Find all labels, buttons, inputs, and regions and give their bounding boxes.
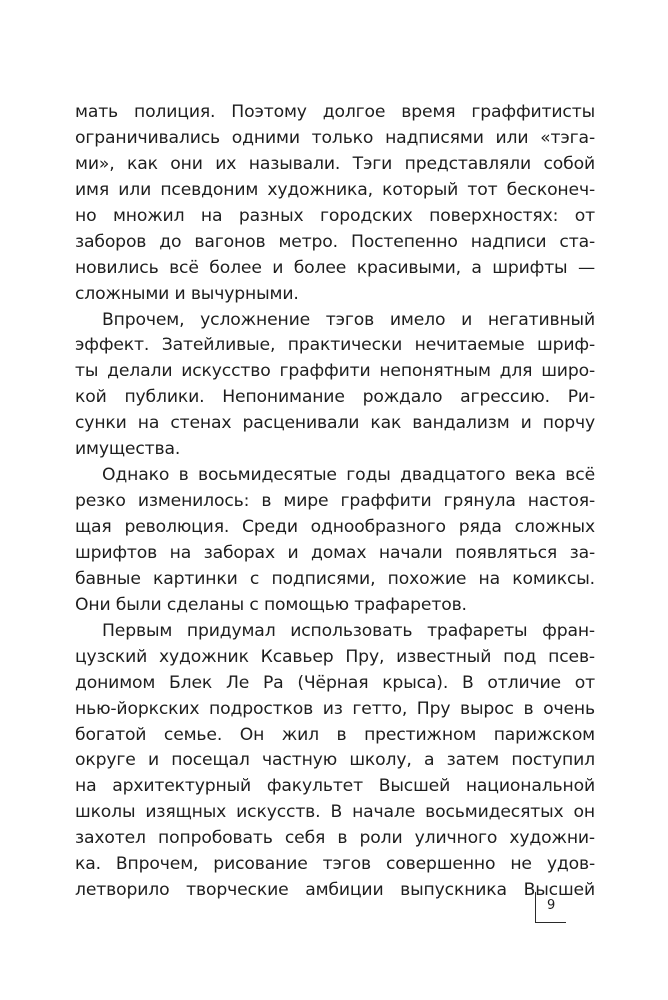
text-line: щая революция. Среди однообразного ряда сложных xyxy=(75,517,595,537)
text-line: цузский художник Ксавьер Пру, известный под псев- xyxy=(75,646,595,667)
text-line: имя или псевдоним художника, который тот бесконеч- xyxy=(75,179,595,200)
text-line: мать полиция. Поэтому долгое время граффитисты xyxy=(75,102,595,122)
text-line: захотел попробовать себя в роли уличного художни- xyxy=(75,828,595,849)
text-line: донимом Блек Ле Ра (Чёрная крыса). В отличие от xyxy=(75,672,595,693)
text-line: но множил на разных городских поверхностях: от xyxy=(75,205,595,226)
paragraph-first-line: Первым придумал использовать трафареты фран- xyxy=(102,620,595,641)
text-line: сложными и вычурными. xyxy=(75,283,299,304)
text-line: нью-йоркских подростков из гетто, Пру вырос в очень xyxy=(75,698,595,719)
text-line: кой публики. Непонимание рождало агрессию. Ри- xyxy=(75,387,595,408)
text-line: на архитектурный факультет Высшей национальной xyxy=(75,776,595,797)
page-number: 9 xyxy=(547,898,556,913)
text-line: школы изящных искусств. В начале восьмидесятых он xyxy=(75,802,595,823)
text-line: заборов до вагонов метро. Постепенно надписи ста- xyxy=(75,231,595,252)
text-line: ты делали искусство граффити непонятным для широ- xyxy=(75,361,595,382)
text-line: имущества. xyxy=(75,439,181,460)
text-line: округе и посещал частную школу, а затем поступил xyxy=(75,750,595,771)
text-line: эффект. Затейливые, практически нечитаемые шриф- xyxy=(75,335,595,356)
text-line: резко изменилось: в мире граффити грянула настоя- xyxy=(75,491,595,512)
text-line: новились всё более и более красивыми, а шрифты — xyxy=(75,257,595,278)
text-line: богатой семье. Он жил в престижном парижском xyxy=(75,724,595,745)
page-number-marker xyxy=(535,892,566,923)
paragraph-first-line: Однако в восьмидесятые годы двадцатого века всё xyxy=(102,465,595,486)
text-line: ограничивались одними только надписями или «тэга- xyxy=(75,127,595,148)
page-body-text xyxy=(75,100,595,904)
text-line: шрифтов на заборах и домах начали появляться за- xyxy=(75,542,595,563)
text-line: Они были сделаны с помощью трафаретов. xyxy=(75,594,467,615)
text-line: бавные картинки с подписями, похожие на комиксы. xyxy=(75,568,595,589)
paragraph-first-line: Впрочем, усложнение тэгов имело и негативный xyxy=(102,309,595,330)
text-line: ка. Впрочем, рисование тэгов совершенно не удов- xyxy=(75,854,595,875)
text-line: ми», как они их называли. Тэги представляли собой xyxy=(75,153,595,174)
text-line: летворило творческие амбиции выпускника Высшей xyxy=(75,880,595,901)
text-line: сунки на стенах расценивали как вандализм и порчу xyxy=(75,413,595,434)
